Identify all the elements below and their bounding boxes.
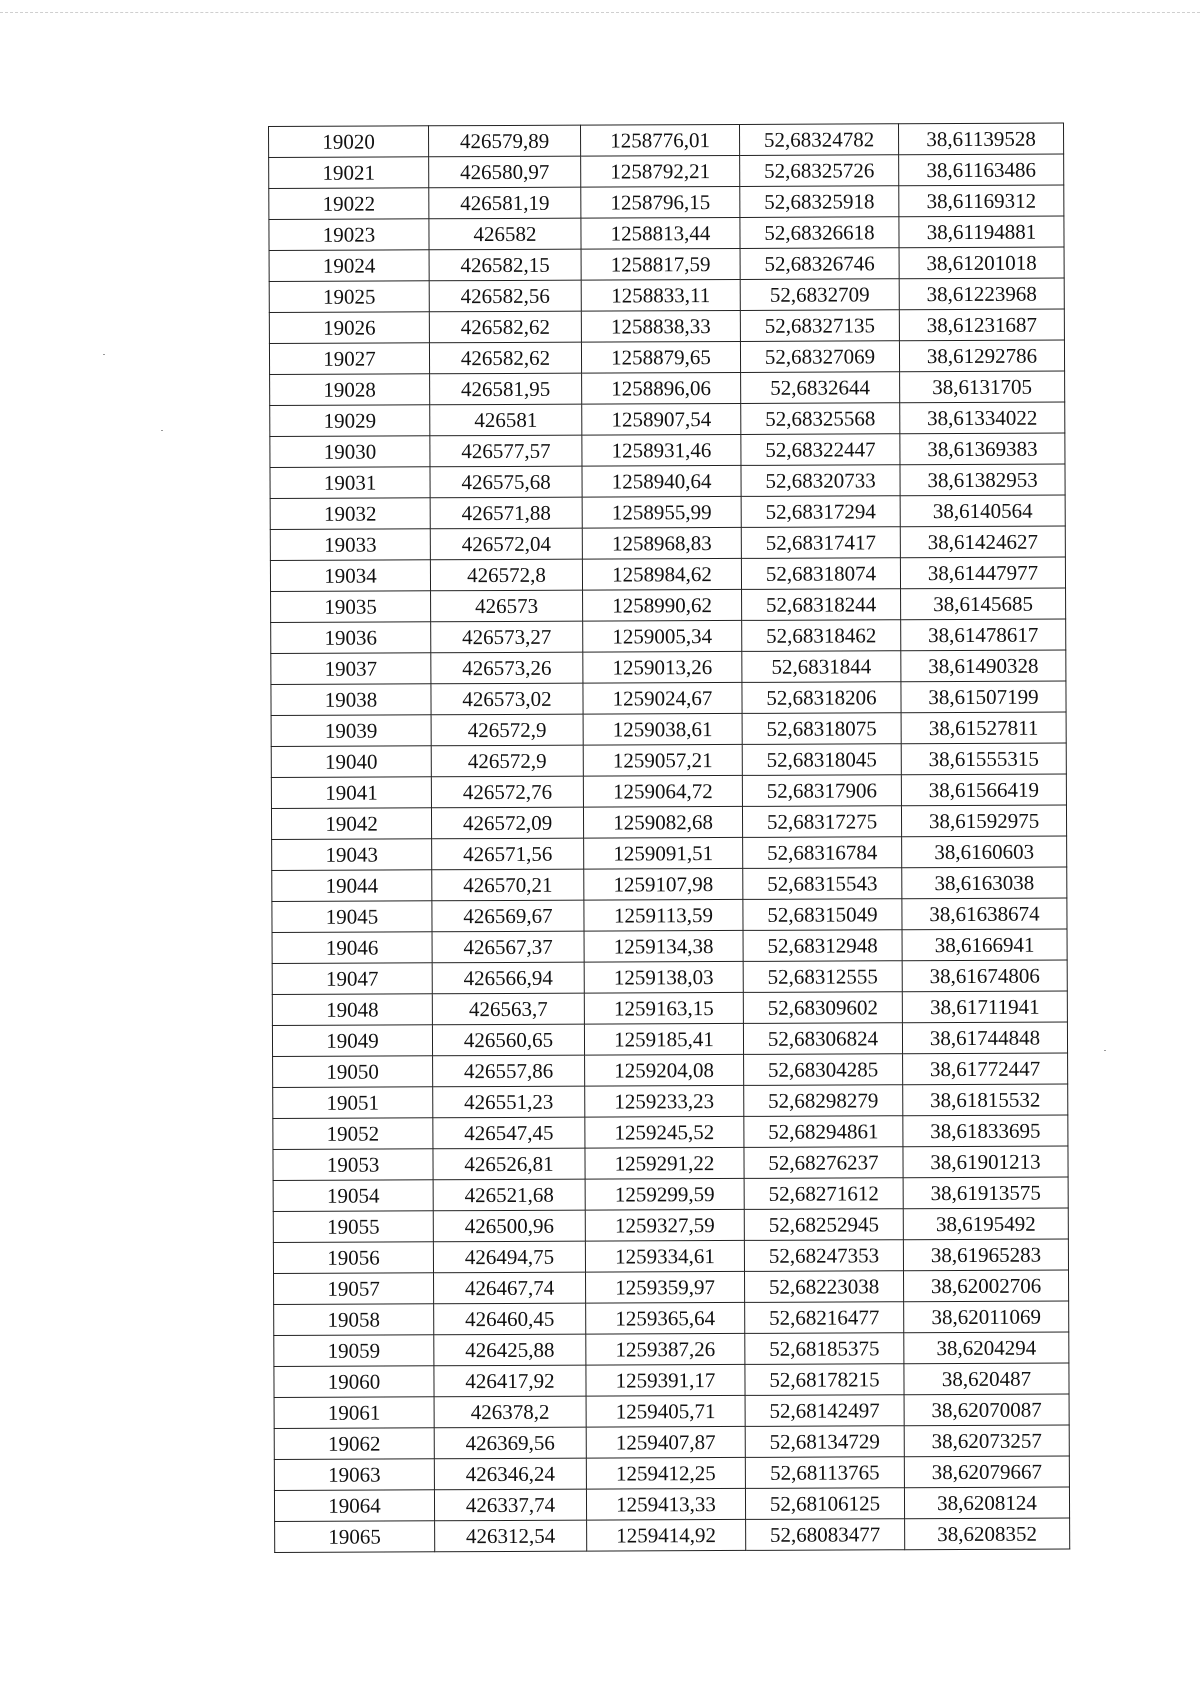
longitude-cell: 38,61382953 [900, 464, 1065, 496]
latitude-cell: 52,68247353 [744, 1240, 903, 1272]
x-coordinate-cell: 426494,75 [433, 1241, 585, 1273]
table-row [271, 774, 1066, 808]
table-row [270, 495, 1065, 529]
latitude-cell: 52,68298279 [744, 1085, 903, 1117]
latitude-cell: 52,68309602 [743, 992, 902, 1024]
point-number-cell: 19046 [272, 932, 432, 964]
latitude-cell: 52,68134729 [745, 1426, 904, 1458]
table-row [271, 805, 1066, 839]
table-row [272, 898, 1067, 932]
y-coordinate-cell: 1258907,54 [582, 403, 741, 435]
y-coordinate-cell: 1258817,59 [581, 248, 740, 280]
y-coordinate-cell: 1258879,65 [581, 341, 740, 373]
y-coordinate-cell: 1259412,25 [586, 1457, 745, 1489]
point-number-cell: 19064 [274, 1490, 434, 1522]
latitude-cell: 52,68317906 [742, 775, 901, 807]
coordinates-table [268, 123, 1070, 1553]
x-coordinate-cell: 426582,56 [429, 280, 581, 312]
latitude-cell: 52,68142497 [745, 1395, 904, 1427]
table-row [271, 712, 1066, 746]
table-row [272, 929, 1067, 963]
y-coordinate-cell: 1259064,72 [583, 775, 742, 807]
longitude-cell: 38,61292786 [899, 340, 1064, 372]
x-coordinate-cell: 426572,9 [431, 714, 583, 746]
x-coordinate-cell: 426581,19 [429, 187, 581, 219]
x-coordinate-cell: 426560,65 [432, 1024, 584, 1056]
point-number-cell: 19020 [269, 126, 429, 158]
longitude-cell: 38,6204294 [904, 1332, 1069, 1364]
x-coordinate-cell: 426571,88 [430, 497, 582, 529]
point-number-cell: 19056 [273, 1242, 433, 1274]
scan-speck [103, 354, 105, 355]
table-row [271, 588, 1066, 622]
x-coordinate-cell: 426570,21 [432, 869, 584, 901]
table-row [271, 650, 1066, 684]
longitude-cell: 38,61424627 [900, 526, 1065, 558]
longitude-cell: 38,6208124 [904, 1487, 1069, 1519]
table-row [272, 991, 1067, 1025]
point-number-cell: 19034 [270, 560, 430, 592]
y-coordinate-cell: 1259245,52 [585, 1116, 744, 1148]
longitude-cell: 38,61674806 [902, 960, 1067, 992]
point-number-cell: 19065 [275, 1521, 435, 1553]
point-number-cell: 19054 [273, 1180, 433, 1212]
point-number-cell: 19044 [272, 870, 432, 902]
x-coordinate-cell: 426582 [429, 218, 581, 250]
x-coordinate-cell: 426581 [430, 404, 582, 436]
latitude-cell: 52,68178215 [745, 1364, 904, 1396]
scan-edge-line [0, 12, 1200, 13]
y-coordinate-cell: 1259387,26 [586, 1333, 745, 1365]
latitude-cell: 52,68315049 [743, 899, 902, 931]
x-coordinate-cell: 426582,62 [429, 311, 581, 343]
y-coordinate-cell: 1259407,87 [586, 1426, 745, 1458]
latitude-cell: 52,68317275 [742, 806, 901, 838]
point-number-cell: 19052 [273, 1118, 433, 1150]
point-number-cell: 19057 [274, 1273, 434, 1305]
point-number-cell: 19028 [270, 374, 430, 406]
point-number-cell: 19037 [271, 653, 431, 685]
latitude-cell: 52,68317417 [741, 527, 900, 559]
point-number-cell: 19048 [272, 994, 432, 1026]
table-row [274, 1270, 1069, 1304]
y-coordinate-cell: 1258838,33 [581, 310, 740, 342]
table-row [275, 1518, 1070, 1552]
point-number-cell: 19026 [269, 312, 429, 344]
y-coordinate-cell: 1259163,15 [584, 992, 743, 1024]
longitude-cell: 38,61566419 [901, 774, 1066, 806]
latitude-cell: 52,68294861 [744, 1116, 903, 1148]
table-row [269, 185, 1064, 219]
y-coordinate-cell: 1258896,06 [582, 372, 741, 404]
longitude-cell: 38,61833695 [903, 1115, 1068, 1147]
latitude-cell: 52,68318074 [741, 558, 900, 590]
x-coordinate-cell: 426547,45 [433, 1117, 585, 1149]
longitude-cell: 38,6131705 [900, 371, 1065, 403]
x-coordinate-cell: 426577,57 [430, 435, 582, 467]
longitude-cell: 38,61478617 [901, 619, 1066, 651]
longitude-cell: 38,61815532 [903, 1084, 1068, 1116]
y-coordinate-cell: 1259185,41 [584, 1023, 743, 1055]
point-number-cell: 19040 [271, 746, 431, 778]
latitude-cell: 52,68271612 [744, 1178, 903, 1210]
latitude-cell: 52,68318075 [742, 713, 901, 745]
table-row [274, 1363, 1069, 1397]
y-coordinate-cell: 1259204,08 [585, 1054, 744, 1086]
x-coordinate-cell: 426572,8 [430, 559, 582, 591]
x-coordinate-cell: 426575,68 [430, 466, 582, 498]
point-number-cell: 19021 [269, 157, 429, 189]
longitude-cell: 38,61913575 [903, 1177, 1068, 1209]
latitude-cell: 52,68325568 [741, 403, 900, 435]
table-row [271, 619, 1066, 653]
latitude-cell: 52,68306824 [743, 1023, 902, 1055]
x-coordinate-cell: 426417,92 [434, 1365, 586, 1397]
longitude-cell: 38,62079667 [904, 1456, 1069, 1488]
y-coordinate-cell: 1259057,21 [583, 744, 742, 776]
longitude-cell: 38,61369383 [900, 433, 1065, 465]
point-number-cell: 19023 [269, 219, 429, 251]
point-number-cell: 19031 [270, 467, 430, 499]
x-coordinate-cell: 426500,96 [433, 1210, 585, 1242]
table-row [274, 1425, 1069, 1459]
latitude-cell: 52,68276237 [744, 1147, 903, 1179]
table-row [272, 836, 1067, 870]
point-number-cell: 19039 [271, 715, 431, 747]
x-coordinate-cell: 426425,88 [434, 1334, 586, 1366]
longitude-cell: 38,62011069 [904, 1301, 1069, 1333]
y-coordinate-cell: 1258968,83 [582, 527, 741, 559]
y-coordinate-cell: 1258990,62 [583, 589, 742, 621]
latitude-cell: 52,68318206 [742, 682, 901, 714]
table-row [273, 1115, 1068, 1149]
latitude-cell: 52,68113765 [745, 1457, 904, 1489]
latitude-cell: 52,68316784 [743, 837, 902, 869]
table-row [269, 278, 1064, 312]
point-number-cell: 19033 [270, 529, 430, 561]
point-number-cell: 19030 [270, 436, 430, 468]
table-row [269, 247, 1064, 281]
latitude-cell: 52,68327135 [740, 310, 899, 342]
x-coordinate-cell: 426571,56 [432, 838, 584, 870]
point-number-cell: 19042 [271, 808, 431, 840]
table-row [273, 1146, 1068, 1180]
table-row [273, 1208, 1068, 1242]
longitude-cell: 38,61334022 [900, 402, 1065, 434]
longitude-cell: 38,61201018 [899, 247, 1064, 279]
point-number-cell: 19036 [271, 622, 431, 654]
y-coordinate-cell: 1259024,67 [583, 682, 742, 714]
point-number-cell: 19027 [269, 343, 429, 375]
point-number-cell: 19062 [274, 1428, 434, 1460]
x-coordinate-cell: 426572,04 [430, 528, 582, 560]
table-row [270, 464, 1065, 498]
latitude-cell: 52,68317294 [741, 496, 900, 528]
y-coordinate-cell: 1259291,22 [585, 1147, 744, 1179]
point-number-cell: 19045 [272, 901, 432, 933]
point-number-cell: 19061 [274, 1397, 434, 1429]
longitude-cell: 38,61231687 [899, 309, 1064, 341]
longitude-cell: 38,62070087 [904, 1394, 1069, 1426]
table-row [270, 402, 1065, 436]
x-coordinate-cell: 426572,09 [431, 807, 583, 839]
latitude-cell: 52,68318045 [742, 744, 901, 776]
x-coordinate-cell: 426337,74 [434, 1489, 586, 1521]
point-number-cell: 19041 [271, 777, 431, 809]
longitude-cell: 38,620487 [904, 1363, 1069, 1395]
y-coordinate-cell: 1259405,71 [586, 1395, 745, 1427]
latitude-cell: 52,68324782 [739, 124, 898, 156]
table-row [272, 867, 1067, 901]
table-row [272, 960, 1067, 994]
table-row [273, 1084, 1068, 1118]
longitude-cell: 38,61447977 [900, 557, 1065, 589]
latitude-cell: 52,6832644 [741, 372, 900, 404]
longitude-cell: 38,61139528 [898, 123, 1063, 155]
latitude-cell: 52,68185375 [745, 1333, 904, 1365]
table-row [269, 309, 1064, 343]
x-coordinate-cell: 426369,56 [434, 1427, 586, 1459]
y-coordinate-cell: 1259138,03 [584, 961, 743, 993]
x-coordinate-cell: 426557,86 [433, 1055, 585, 1087]
latitude-cell: 52,68318244 [742, 589, 901, 621]
latitude-cell: 52,6832709 [740, 279, 899, 311]
table-row [274, 1394, 1069, 1428]
x-coordinate-cell: 426551,23 [433, 1086, 585, 1118]
y-coordinate-cell: 1259038,61 [583, 713, 742, 745]
longitude-cell: 38,61772447 [903, 1053, 1068, 1085]
y-coordinate-cell: 1259082,68 [583, 806, 742, 838]
table-row [273, 1053, 1068, 1087]
y-coordinate-cell: 1259107,98 [584, 868, 743, 900]
y-coordinate-cell: 1258940,64 [582, 465, 741, 497]
table-row [270, 557, 1065, 591]
longitude-cell: 38,61965283 [903, 1239, 1068, 1271]
longitude-cell: 38,61490328 [901, 650, 1066, 682]
x-coordinate-cell: 426572,9 [431, 745, 583, 777]
table-row [274, 1456, 1069, 1490]
y-coordinate-cell: 1259005,34 [583, 620, 742, 652]
point-number-cell: 19035 [271, 591, 431, 623]
table-row [269, 340, 1064, 374]
point-number-cell: 19029 [270, 405, 430, 437]
longitude-cell: 38,6195492 [903, 1208, 1068, 1240]
point-number-cell: 19047 [272, 963, 432, 995]
latitude-cell: 52,68326746 [740, 248, 899, 280]
x-coordinate-cell: 426312,54 [435, 1520, 587, 1552]
x-coordinate-cell: 426566,94 [432, 962, 584, 994]
scan-speck [1104, 1050, 1106, 1051]
y-coordinate-cell: 1259134,38 [584, 930, 743, 962]
y-coordinate-cell: 1258955,99 [582, 496, 741, 528]
x-coordinate-cell: 426582,62 [429, 342, 581, 374]
longitude-cell: 38,6160603 [902, 836, 1067, 868]
table-row [271, 681, 1066, 715]
x-coordinate-cell: 426346,24 [434, 1458, 586, 1490]
table-row [271, 743, 1066, 777]
table-row [273, 1239, 1068, 1273]
y-coordinate-cell: 1259359,97 [586, 1271, 745, 1303]
latitude-cell: 52,68304285 [744, 1054, 903, 1086]
point-number-cell: 19032 [270, 498, 430, 530]
point-number-cell: 19051 [273, 1087, 433, 1119]
coordinates-table-body [269, 123, 1070, 1552]
latitude-cell: 52,68325726 [740, 155, 899, 187]
scan-speck [161, 430, 163, 431]
point-number-cell: 19049 [272, 1025, 432, 1057]
longitude-cell: 38,61223968 [899, 278, 1064, 310]
longitude-cell: 38,61711941 [902, 991, 1067, 1023]
x-coordinate-cell: 426526,81 [433, 1148, 585, 1180]
y-coordinate-cell: 1259391,17 [586, 1364, 745, 1396]
latitude-cell: 52,68312555 [743, 961, 902, 993]
longitude-cell: 38,6166941 [902, 929, 1067, 961]
latitude-cell: 52,68327069 [740, 341, 899, 373]
y-coordinate-cell: 1258813,44 [581, 217, 740, 249]
table-row [269, 216, 1064, 250]
point-number-cell: 19043 [272, 839, 432, 871]
table-row [274, 1301, 1069, 1335]
y-coordinate-cell: 1259365,64 [586, 1302, 745, 1334]
x-coordinate-cell: 426460,45 [434, 1303, 586, 1335]
longitude-cell: 38,61163486 [899, 154, 1064, 186]
latitude-cell: 52,68106125 [745, 1488, 904, 1520]
x-coordinate-cell: 426563,7 [432, 993, 584, 1025]
longitude-cell: 38,6140564 [900, 495, 1065, 527]
x-coordinate-cell: 426579,89 [429, 125, 581, 157]
x-coordinate-cell: 426582,15 [429, 249, 581, 281]
y-coordinate-cell: 1259299,59 [585, 1178, 744, 1210]
point-number-cell: 19024 [269, 250, 429, 282]
y-coordinate-cell: 1259414,92 [587, 1519, 746, 1551]
longitude-cell: 38,61592975 [901, 805, 1066, 837]
longitude-cell: 38,61901213 [903, 1146, 1068, 1178]
y-coordinate-cell: 1259113,59 [584, 899, 743, 931]
point-number-cell: 19022 [269, 188, 429, 220]
x-coordinate-cell: 426569,67 [432, 900, 584, 932]
x-coordinate-cell: 426467,74 [434, 1272, 586, 1304]
table-row [273, 1177, 1068, 1211]
point-number-cell: 19058 [274, 1304, 434, 1336]
latitude-cell: 52,68325918 [740, 186, 899, 218]
table-row [269, 123, 1064, 157]
table-row [274, 1487, 1069, 1521]
y-coordinate-cell: 1259327,59 [585, 1209, 744, 1241]
latitude-cell: 52,68326618 [740, 217, 899, 249]
latitude-cell: 52,68083477 [746, 1519, 905, 1551]
longitude-cell: 38,6208352 [905, 1518, 1070, 1550]
longitude-cell: 38,61169312 [899, 185, 1064, 217]
table-row [274, 1332, 1069, 1366]
longitude-cell: 38,61194881 [899, 216, 1064, 248]
point-number-cell: 19055 [273, 1211, 433, 1243]
point-number-cell: 19053 [273, 1149, 433, 1181]
y-coordinate-cell: 1258792,21 [581, 155, 740, 187]
table-row [272, 1022, 1067, 1056]
longitude-cell: 38,6145685 [901, 588, 1066, 620]
x-coordinate-cell: 426580,97 [429, 156, 581, 188]
point-number-cell: 19025 [269, 281, 429, 313]
y-coordinate-cell: 1258984,62 [582, 558, 741, 590]
x-coordinate-cell: 426521,68 [433, 1179, 585, 1211]
latitude-cell: 52,68223038 [745, 1271, 904, 1303]
y-coordinate-cell: 1258931,46 [582, 434, 741, 466]
table-row [270, 371, 1065, 405]
longitude-cell: 38,61638674 [902, 898, 1067, 930]
table-row [270, 433, 1065, 467]
y-coordinate-cell: 1258833,11 [581, 279, 740, 311]
latitude-cell: 52,68318462 [742, 620, 901, 652]
longitude-cell: 38,61507199 [901, 681, 1066, 713]
y-coordinate-cell: 1259233,23 [585, 1085, 744, 1117]
x-coordinate-cell: 426572,76 [431, 776, 583, 808]
y-coordinate-cell: 1259413,33 [586, 1488, 745, 1520]
latitude-cell: 52,68312948 [743, 930, 902, 962]
x-coordinate-cell: 426573,26 [431, 652, 583, 684]
longitude-cell: 38,62002706 [904, 1270, 1069, 1302]
point-number-cell: 19059 [274, 1335, 434, 1367]
longitude-cell: 38,61555315 [901, 743, 1066, 775]
table-row [269, 154, 1064, 188]
longitude-cell: 38,62073257 [904, 1425, 1069, 1457]
latitude-cell: 52,68322447 [741, 434, 900, 466]
y-coordinate-cell: 1259334,61 [585, 1240, 744, 1272]
y-coordinate-cell: 1259013,26 [583, 651, 742, 683]
longitude-cell: 38,61527811 [901, 712, 1066, 744]
table-row [270, 526, 1065, 560]
x-coordinate-cell: 426573,27 [431, 621, 583, 653]
y-coordinate-cell: 1258776,01 [580, 124, 739, 156]
point-number-cell: 19060 [274, 1366, 434, 1398]
latitude-cell: 52,6831844 [742, 651, 901, 683]
x-coordinate-cell: 426573,02 [431, 683, 583, 715]
point-number-cell: 19063 [274, 1459, 434, 1491]
longitude-cell: 38,6163038 [902, 867, 1067, 899]
y-coordinate-cell: 1259091,51 [584, 837, 743, 869]
latitude-cell: 52,68320733 [741, 465, 900, 497]
x-coordinate-cell: 426581,95 [430, 373, 582, 405]
longitude-cell: 38,61744848 [902, 1022, 1067, 1054]
x-coordinate-cell: 426378,2 [434, 1396, 586, 1428]
y-coordinate-cell: 1258796,15 [581, 186, 740, 218]
point-number-cell: 19050 [273, 1056, 433, 1088]
point-number-cell: 19038 [271, 684, 431, 716]
latitude-cell: 52,68216477 [745, 1302, 904, 1334]
x-coordinate-cell: 426573 [431, 590, 583, 622]
latitude-cell: 52,68252945 [744, 1209, 903, 1241]
x-coordinate-cell: 426567,37 [432, 931, 584, 963]
latitude-cell: 52,68315543 [743, 868, 902, 900]
